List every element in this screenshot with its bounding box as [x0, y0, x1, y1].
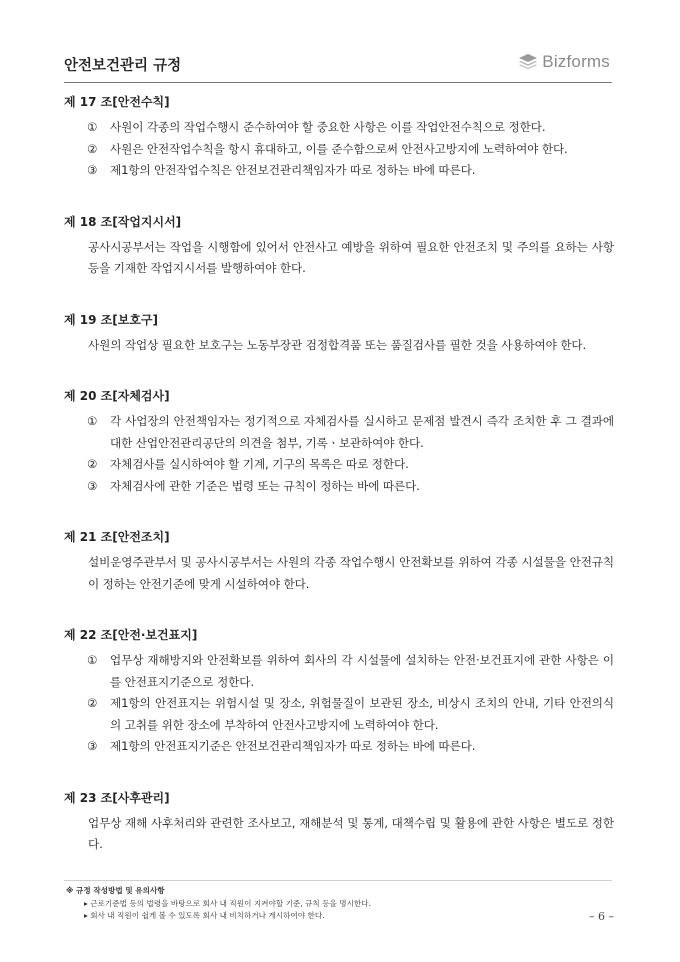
article-heading: 제 23 조[사후관리]	[64, 790, 170, 805]
item-text: 자체검사를 실시하여야 할 기계, 기구의 목록은 따로 정한다.	[110, 457, 409, 471]
article-18	[64, 214, 614, 280]
item-marker: ③	[87, 739, 98, 753]
footer-title: ※ 규정 작성방법 및 유의사항	[66, 886, 165, 895]
article-20	[64, 388, 614, 497]
article-body: 사원의 작업상 필요한 보호구는 노동부장관 검정합격품 또는 품질검사를 필한 것을 사용하여야 한다.	[88, 337, 587, 352]
item-marker: ③	[87, 163, 98, 177]
document-body	[64, 94, 614, 888]
item-marker: ①	[87, 414, 98, 428]
item-marker: ②	[87, 457, 98, 471]
item-marker: ②	[87, 696, 98, 710]
footer-divider	[64, 880, 612, 881]
article-item	[64, 117, 614, 139]
article-item	[64, 736, 614, 758]
item-marker: ①	[87, 653, 98, 667]
item-text: 제1항의 안전표지기준은 안전보건관리책임자가 따로 정하는 바에 따른다.	[110, 739, 476, 753]
article-heading: 제 20 조[자체검사]	[64, 389, 170, 403]
item-text: 업무상 재해방지와 안전확보를 위하여 회사의 각 시설물에 설치하는 안전·보건표지에 관한 사항은 이를 안전표지기준으로 정한다.	[110, 653, 614, 689]
article-19	[64, 312, 614, 357]
item-marker: ②	[87, 141, 98, 156]
article-item	[64, 650, 614, 693]
article-body: 공사시공부서는 작업을 시행함에 있어서 안전사고 예방을 위하여 필요한 안전조치 및 주의를 요하는 사항 등을 기재한 작업지시서를 발행하여야 한다.	[88, 239, 614, 275]
article-22	[64, 627, 614, 758]
article-item	[64, 160, 614, 182]
item-text: 사원은 안전작업수칙을 항시 휴대하고, 이를 준수함으로써 안전사고방지에 노력하여야 한다.	[110, 141, 568, 156]
brand-logo	[518, 52, 610, 72]
document-header	[64, 48, 612, 83]
footer-note: ▸ 회사 내 직원이 쉽게 볼 수 있도록 회사 내 비치하거나 게시하여야 한다.	[84, 911, 325, 920]
article-body: 설비운영주관부서 및 공사시공부서는 사원의 각종 작업수행시 안전확보를 위하여 각종 시설물을 안전규칙이 정하는 안전기준에 맞게 시설하여야 한다.	[88, 555, 614, 591]
item-text: 사원이 각종의 작업수행시 준수하여야 할 중요한 사항은 이를 작업안전수칙으로 정한다.	[110, 120, 546, 134]
footer-notes	[66, 885, 371, 923]
article-body: 업무상 재해 사후처리와 관련한 조사보고, 재해분석 및 통계, 대책수립 및 활용에 관한 사항은 별도로 정한다.	[88, 815, 614, 851]
article-21	[64, 529, 614, 595]
item-text: 자체검사에 관한 기준은 법령 또는 규칙이 정하는 바에 따른다.	[110, 478, 420, 493]
brand-name: Bizforms	[542, 52, 610, 71]
article-item	[64, 411, 614, 454]
article-17	[64, 94, 614, 182]
document-title: 안전보건관리 규정	[64, 58, 182, 74]
item-text: 각 사업장의 안전책임자는 정기적으로 자체검사를 실시하고 문제점 발견시 즉각 조치한 후 그 결과에 대한 산업안전관리공단의 의견을 첨부, 기록ㆍ보관하여야 한다.	[110, 414, 614, 450]
article-heading: 제 22 조[안전·보건표지]	[64, 628, 198, 642]
item-text: 제1항의 안전표지는 위험시설 및 장소, 위험물질이 보관된 장소, 비상시 조치의 안내, 기타 안전의식의 고취를 위한 장소에 부착하여 안전사고방지에 노력하여야 한다.	[110, 696, 614, 732]
article-heading: 제 17 조[안전수칙]	[64, 95, 170, 109]
stacked-layers-icon	[518, 53, 538, 71]
article-item	[64, 454, 614, 476]
article-item	[64, 693, 614, 736]
article-item	[64, 476, 614, 498]
article-item	[64, 139, 614, 161]
article-23	[64, 790, 614, 856]
item-text: 제1항의 안전작업수칙은 안전보건관리책임자가 따로 정하는 바에 따른다.	[110, 163, 476, 177]
item-marker: ③	[87, 478, 98, 493]
item-marker: ①	[87, 120, 98, 134]
article-heading: 제 19 조[보호구]	[64, 312, 158, 327]
footer-note: ▸ 근로기준법 등의 법령을 바탕으로 회사 내 직원이 지켜야할 기준, 규칙 등을 명시한다.	[84, 898, 372, 908]
article-heading: 제 21 조[안전조치]	[64, 530, 170, 544]
page-number: – 6 –	[589, 910, 614, 923]
article-heading: 제 18 조[작업지시서]	[64, 214, 182, 229]
